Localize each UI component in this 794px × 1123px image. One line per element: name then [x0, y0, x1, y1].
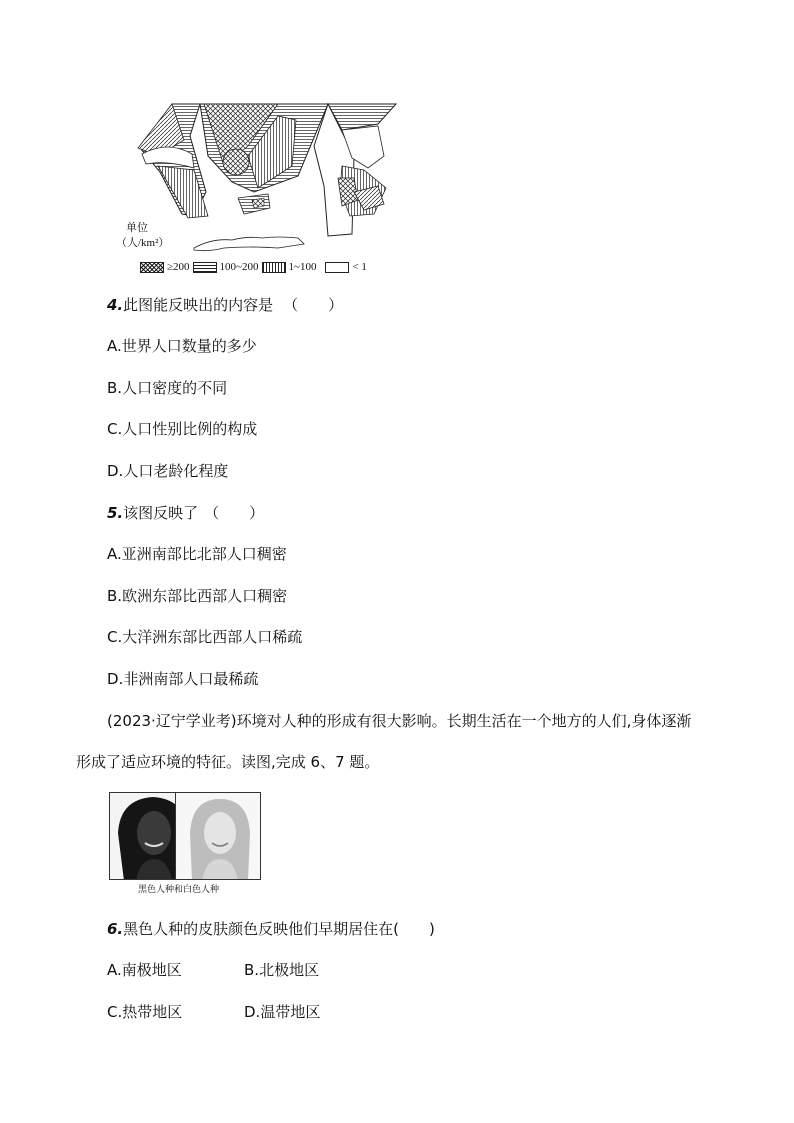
option-d: [107, 461, 228, 481]
option-text: 大洋洲东部比西部人口稀疏: [122, 628, 303, 646]
option-c: [107, 419, 257, 439]
option-text: 北极地区: [259, 961, 320, 979]
photo-white-person: [175, 792, 261, 880]
question-6-stem: [107, 919, 435, 939]
question-text: 黑色人种的皮肤颜色反映他们早期居住在( ): [123, 920, 435, 938]
option-b: [244, 960, 319, 980]
question-text: 此图能反映出的内容是: [123, 296, 274, 314]
option-b: [107, 378, 227, 398]
intro-line-2: 形成了适应环境的特征。读图,完成 6、7 题。: [76, 753, 380, 771]
option-text: 欧洲东部比西部人口稠密: [122, 587, 288, 605]
question-text: 该图反映了: [123, 504, 199, 522]
option-text: 南极地区: [121, 961, 182, 979]
intro-line-1: (2023·辽宁学业考)环境对人种的形成有很大影响。长期生活在一个地方的人们,身体逐渐: [107, 712, 692, 730]
option-c: [107, 1002, 182, 1022]
answer-paren: （ ）: [283, 296, 344, 314]
option-letter: D.: [107, 462, 124, 480]
option-text: 人口密度的不同: [122, 379, 228, 397]
legend-swatch-vertical: [262, 262, 286, 273]
legend-swatch-blank: [325, 262, 349, 273]
option-d: [107, 669, 258, 689]
map-legend: [140, 259, 367, 275]
option-letter: B.: [244, 961, 260, 979]
option-text: 热带地区: [122, 1003, 183, 1021]
map-unit-label: 单位: [126, 222, 148, 234]
question-number: 4.: [107, 296, 124, 314]
question-5-stem: [107, 503, 264, 523]
option-letter: B.: [107, 379, 123, 397]
option-text: 非洲南部人口最稀疏: [123, 670, 259, 688]
legend-swatch-crosshatch: [140, 262, 164, 273]
legend-swatch-horizontal: [193, 262, 217, 273]
option-letter: C.: [107, 420, 123, 438]
option-letter: A.: [107, 545, 122, 563]
option-letter: B.: [107, 587, 123, 605]
option-d: [244, 1002, 320, 1022]
option-a: [107, 544, 287, 564]
population-density-map: [128, 96, 400, 278]
option-text: 亚洲南部比北部人口稠密: [121, 545, 287, 563]
legend-label: ≥200: [167, 261, 190, 273]
question-4-stem: [107, 295, 343, 315]
photo-caption: 黑色人种和白色人种: [138, 884, 220, 894]
option-letter: C.: [107, 1003, 123, 1021]
option-text: 温带地区: [260, 1003, 321, 1021]
option-text: 人口老龄化程度: [123, 462, 229, 480]
option-c: [107, 627, 302, 647]
option-text: 世界人口数量的多少: [121, 337, 257, 355]
option-a: [107, 960, 182, 980]
option-letter: C.: [107, 628, 123, 646]
option-letter: A.: [107, 961, 122, 979]
legend-label: < 1: [352, 261, 367, 273]
question-number: 5.: [107, 504, 124, 522]
option-b: [107, 586, 287, 606]
option-letter: D.: [107, 670, 124, 688]
option-text: 人口性别比例的构成: [122, 420, 258, 438]
option-letter: D.: [244, 1003, 261, 1021]
question-number: 6.: [107, 920, 124, 938]
option-letter: A.: [107, 337, 122, 355]
legend-label: 100~200: [219, 261, 259, 273]
option-a: [107, 336, 257, 356]
map-unit-value: （人/km²）: [116, 237, 170, 249]
answer-paren: （ ）: [204, 504, 265, 522]
legend-label: 1~100: [288, 261, 317, 273]
